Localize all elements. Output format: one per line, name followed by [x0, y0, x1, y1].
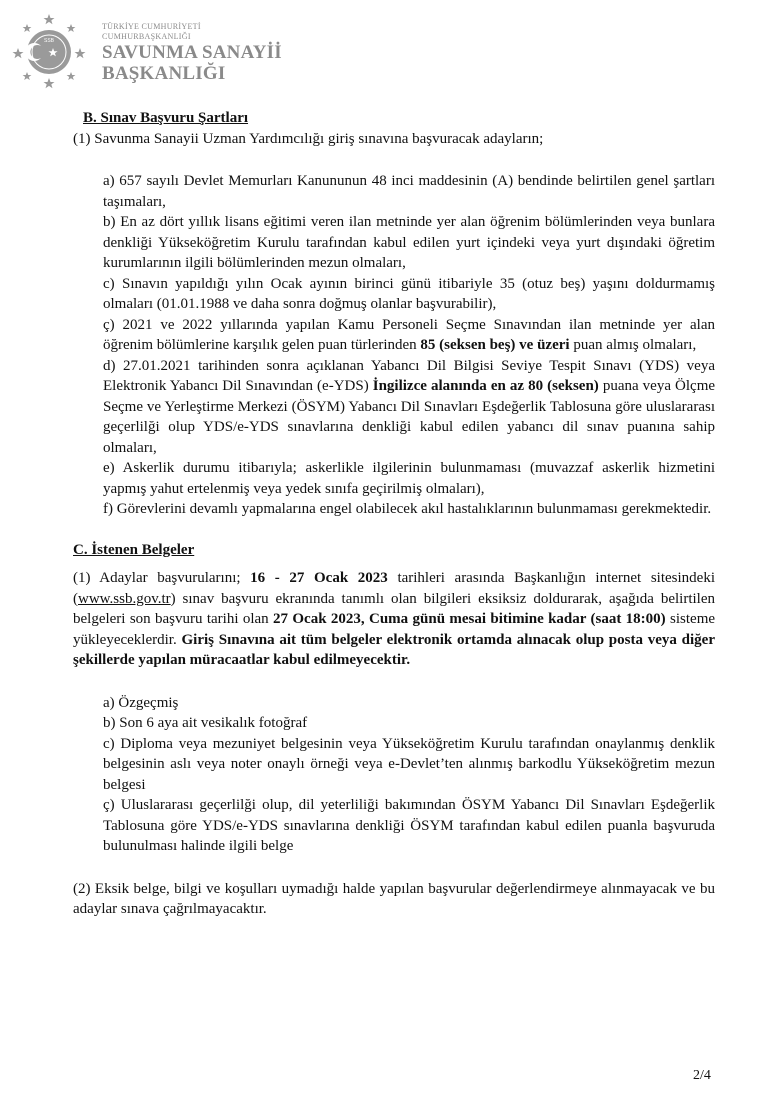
letterhead	[8, 10, 308, 100]
ssb-website-link[interactable]: www.ssb.gov.tr	[78, 590, 171, 607]
section-c-item-c: c) Diploma veya mezuniyet belgesinin veya Yükseköğretim Kurulu tarafından onaylanmış denklik belgesinin aslı veya noter onaylı örneği veya e-Devlet’ten alınmış barkodlu Yükseköğretim mezun belgesi	[103, 735, 715, 793]
section-c-item-cc: ç) Uluslararası geçerlilği olup, dil yeterliliği bakımından ÖSYM Yabancı Dil Sınavları Eşdeğerlik Tablosuna göre YDS/e-YDS sınavlarına denkliği ÖSYM tarafından kabul edilen puanla başvuruda bulunulması halinde ilgili belge	[103, 797, 715, 854]
emblem-text: SSB	[43, 38, 55, 44]
section-c-paragraph-1: (1) Adaylar başvurularını; 16 - 27 Ocak 2023 tarihleri arasında Başkanlığın internet sitesindeki (www.ssb.gov.tr) sınav başvuru ekranında tanımlı olan bilgileri eksiksiz doldurarak, aşağıda belirtilen belgeleri son başvuru tarihi olan 27 Ocak 2023, Cuma günü mesai bitimine kadar (saat 18:00) sisteme yükleyeceklerdir. Giriş Sınavına ait tüm belgeler elektronik ortamda alınacak olup posta veya diğer şekillerde yapılan müracaatlar kabul edilmeyecektir.	[73, 570, 716, 668]
section-b-item-cc: ç) 2021 ve 2022 yıllarında yapılan Kamu Personeli Seçme Sınavından ilan metninde yer alan öğrenim bölümlerine karşılık gelen puan türlerinden 85 (seksen beş) ve üzeri puan almış olmaları,	[103, 316, 715, 353]
section-b-item-b: b) En az dört yıllık lisans eğitimi veren ilan metninde yer alan öğrenim bölümlerinden veya bunlara denkliği Yükseköğretim Kurulu tarafından kabul edilen yurt içindeki veya yurt dışındaki öğretim kurumlarının ilgili bölümlerinden mezun olmaları,	[103, 214, 715, 271]
header-org2: BAŞKANLIĞI	[102, 63, 226, 84]
section-b-item-a: a) 657 sayılı Devlet Memurları Kanununun 48 inci maddesinin (A) bendinde belirtilen genel şartları taşımaları,	[103, 173, 715, 210]
section-b-item-f: f) Görevlerini devamlı yapmalarına engel olabilecek akıl hastalıklarının bulunmaması gerekmektedir.	[103, 501, 712, 517]
section-b-list	[73, 171, 715, 520]
section-b-item-d: d) 27.01.2021 tarihinden sonra açıklanan Yabancı Dil Bilgisi Seviye Tespit Sınavı (YDS) veya Elektronik Yabancı Dil Sınavından (e-YDS) İngilizce alanında en az 80 (seksen) puana veya Ölçme Seçme ve Yerleştirme Merkezi (ÖSYM) Yabancı Dil Sınavları Eşdeğerlik Tablosuna göre uluslararası geçerlilği olup YDS/e-YDS sınavlarına denkliği kabul edilen yabancı dil sınav puanına sahip olmaları,	[103, 357, 716, 456]
ssb-emblem-icon	[8, 10, 90, 92]
header-line2: CUMHURBAŞKANLIĞI	[102, 32, 191, 41]
organization-name	[102, 22, 282, 84]
document-body	[73, 108, 715, 920]
section-b-item-e: e) Askerlik durumu itibarıyla; askerlikle ilgilerinin bulunmaması (muvazzaf askerlik hizmetini yapmış yahut ertelenmiş veya yedek sınıfa geçirilmiş olmaları),	[103, 460, 715, 497]
header-org1: SAVUNMA SANAYİİ	[102, 42, 282, 63]
section-c-paragraph-2: (2) Eksik belge, bilgi ve koşulları uymadığı halde yapılan başvurular değerlendirmeye alınmayacak ve bu adaylar sınava çağrılmayacaktır.	[73, 880, 715, 917]
section-c-item-b: b) Son 6 aya ait vesikalık fotoğraf	[103, 715, 308, 731]
section-b-item-c: c) Sınavın yapıldığı yılın Ocak ayının birinci günü itibariyle 35 (otuz beş) yaşını doldurmamış olmaları (01.01.1988 ve daha sonra doğmuş olanlar başvurabilir),	[103, 275, 715, 312]
section-c-list	[73, 693, 715, 857]
section-c-heading: C. İstenen Belgeler	[73, 541, 195, 558]
section-b-intro: (1) Savunma Sanayii Uzman Yardımcılığı giriş sınavına başvuracak adayların;	[73, 130, 544, 147]
section-b-heading: B. Sınav Başvuru Şartları	[83, 110, 249, 126]
header-line1: TÜRKİYE CUMHURİYETİ	[102, 22, 201, 31]
page-number: 2/4	[693, 1068, 711, 1083]
section-c-item-a: a) Özgeçmiş	[103, 694, 179, 711]
